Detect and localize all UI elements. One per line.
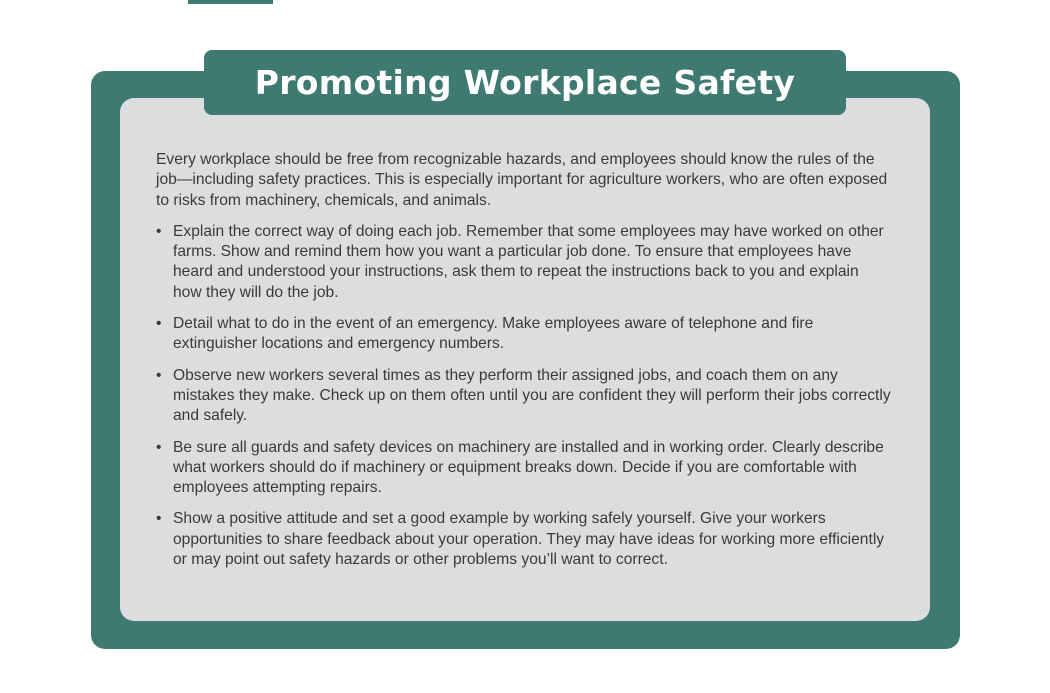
list-item: [156, 314, 891, 355]
list-item: [156, 438, 891, 499]
bullet-icon: •: [156, 366, 162, 384]
list-item-text: Detail what to do in the event of an emergency. Make employees aware of telephone and fire extinguisher locations and emergency numbers.: [173, 315, 814, 353]
list-item-text: Observe new workers several times as they perform their assigned jobs, and coach them on any mistakes they make. Check up on them often until you are confident they will perform their jobs correctly and safely.: [173, 366, 891, 425]
bullet-list: [156, 222, 891, 570]
list-item-text: Be sure all guards and safety devices on machinery are installed and in working order. Clearly describe what workers should do if machinery or equipment breaks down. Decide if you are comfortable with employees attempting repairs.: [173, 438, 884, 497]
list-item-text: Explain the correct way of doing each job. Remember that some employees may have worked on other farms. Show and remind them how you want a particular job done. To ensure that employees have heard and understood your instructions, ask them to repeat the instructions back to you and explain how they will do the job.: [173, 222, 884, 301]
list-item: [156, 222, 891, 303]
page-title: Promoting Workplace Safety: [254, 63, 796, 102]
bullet-icon: •: [156, 438, 162, 456]
bullet-icon: •: [156, 315, 162, 333]
bullet-icon: •: [156, 222, 162, 240]
intro-paragraph: Every workplace should be free from recognizable hazards, and employees should know the rules of the job—including safety practices. This is especially important for agriculture workers, who are often exposed to risks from machinery, chemicals, and animals.: [156, 151, 888, 209]
top-accent-tab: [188, 0, 273, 4]
list-item: [156, 366, 891, 427]
list-item-text: Show a positive attitude and set a good example by working safely yourself. Give your workers opportunities to share feedback about your operation. They may have ideas for working more efficiently or may point out safety hazards or other problems you’ll want to correct.: [173, 510, 885, 569]
content-body: [156, 150, 891, 581]
list-item: [156, 509, 891, 570]
bullet-icon: •: [156, 510, 162, 528]
title-banner: [204, 50, 846, 115]
